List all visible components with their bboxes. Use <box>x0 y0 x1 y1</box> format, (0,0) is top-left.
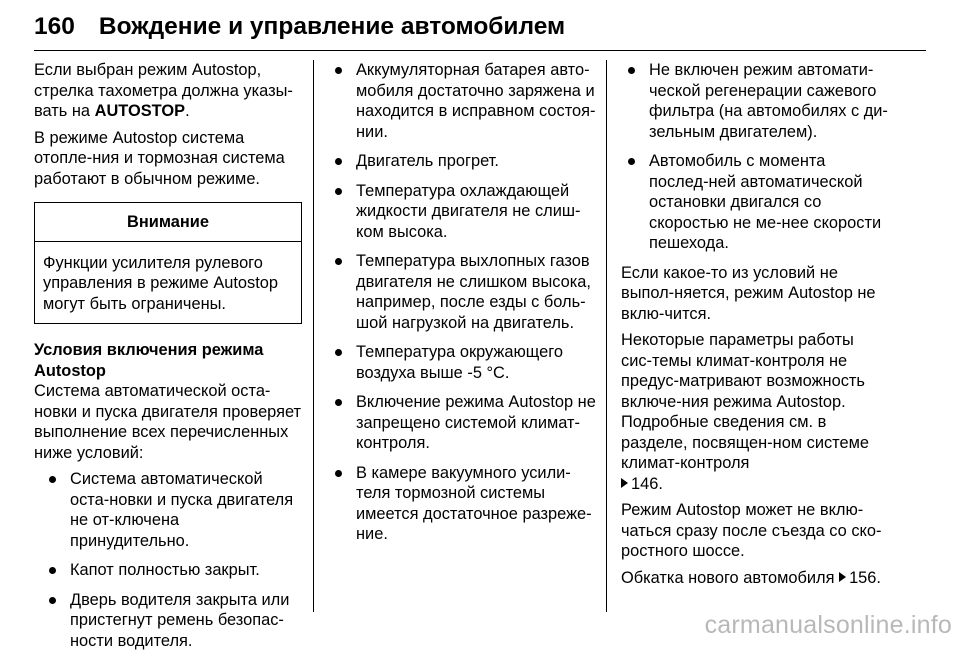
column-1 <box>34 60 302 660</box>
list-item: Система автоматической оста-новки и пуска двигателя не от-ключена принудительно. <box>34 469 302 551</box>
paragraph-condition-not-met: Если какое-то из условий не выпол-няется, режим Autostop не вклю-чится. <box>621 263 876 323</box>
page-number: 160 <box>34 13 75 40</box>
conditions-list-2 <box>328 60 596 545</box>
list-item: Температура окружающего воздуха выше -5 °C. <box>328 342 596 383</box>
bullet-dot-icon <box>628 158 635 165</box>
warning-text: Функции усилителя рулевого управления в режиме Autostop могут быть ограничены. <box>43 253 279 313</box>
warning-title: Внимание <box>35 203 301 242</box>
page-reference-link[interactable]: 146. <box>631 474 663 493</box>
page-header <box>34 4 926 51</box>
bullet-dot-icon <box>49 476 56 483</box>
column-divider-1 <box>313 60 314 612</box>
column-3 <box>621 60 889 594</box>
page-ref-arrow-icon <box>621 478 628 488</box>
warning-box <box>34 202 302 324</box>
list-item: В камере вакуумного усили-теля тормозной системы имеется достаточное разреже-ние. <box>328 463 596 545</box>
conditions-list-3 <box>621 60 889 254</box>
paragraph-heating-brakes: В режиме Autostop система отопле-ния и тормозная система работают в обычном режиме. <box>34 128 285 188</box>
list-item: Температура охлаждающей жидкости двигателя не слиш-ком высока. <box>328 181 596 243</box>
list-item: Двигатель прогрет. <box>328 151 596 172</box>
bullet-dot-icon <box>628 67 635 74</box>
list-item: Капот полностью закрыт. <box>34 560 302 581</box>
bullet-dot-icon <box>335 158 342 165</box>
bullet-dot-icon <box>49 567 56 574</box>
bullet-dot-icon <box>335 470 342 477</box>
column-2 <box>328 60 596 554</box>
bullet-dot-icon <box>49 597 56 604</box>
bullet-dot-icon <box>335 67 342 74</box>
list-item: Не включен режим автомати-ческой регенерации сажевого фильтра (на автомобилях с ди-зельным двигателем). <box>621 60 889 142</box>
list-item: Дверь водителя закрыта или пристегнут ремень безопас-ности водителя. <box>34 590 302 652</box>
paragraph-climate-control: Некоторые параметры работы сис-темы климат-контроля не предус-матривают возможность включе-ния режима Autostop. Подробные сведения см. в разделе, посвящен-ном системе климат-контроля 146. <box>621 331 869 493</box>
paragraph-highway-exit: Режим Autostop может не вклю-чаться сразу после съезда со ско-ростного шоссе. <box>621 501 882 560</box>
bullet-dot-icon <box>335 188 342 195</box>
list-item: Температура выхлопных газов двигателя не слишком высока, например, после езды с боль-шой нагрузкой на двигатель. <box>328 251 596 333</box>
page-ref-arrow-icon <box>839 572 846 582</box>
list-item: Включение режима Autostop не запрещено системой климат-контроля. <box>328 392 596 454</box>
paragraph-conditions-intro: Система автоматической оста-новки и пуска двигателя проверяет выполнение всех перечисленных ниже условий: <box>34 382 302 462</box>
list-item: Аккумуляторная батарея авто-мобиля достаточно заряжена и находится в исправном состоя-нии. <box>328 60 596 142</box>
page-title: Вождение и управление автомобилем <box>98 13 566 40</box>
column-divider-2 <box>606 60 607 612</box>
section-heading: Условия включения режима Autostop <box>34 341 264 380</box>
autostop-label: AUTOSTOP <box>94 102 186 120</box>
paragraph-autostop-tachometer: Если выбран режим Autostop, стрелка тахометра должна указы-вать на AUTOSTOP. <box>34 61 293 120</box>
list-item: Автомобиль с момента послед-ней автоматической остановки двигался со скоростью не ме-нее скорости пешехода. <box>621 151 889 254</box>
conditions-list-1 <box>34 469 302 651</box>
bullet-dot-icon <box>335 349 342 356</box>
paragraph-break-in: Обкатка нового автомобиля 156. <box>621 568 881 587</box>
bullet-dot-icon <box>335 258 342 265</box>
page-reference-link[interactable]: 156. <box>849 568 881 587</box>
bullet-dot-icon <box>335 399 342 406</box>
watermark-text: carmanualsonline.info <box>704 611 952 639</box>
